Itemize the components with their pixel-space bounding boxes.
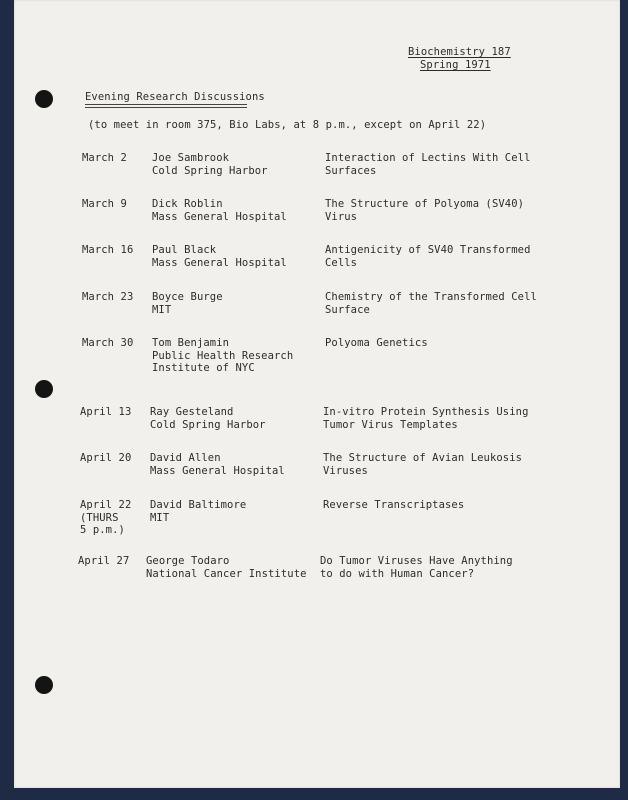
meeting-note: (to meet in room 375, Bio Labs, at 8 p.m., except on April 22) [88,119,487,131]
schedule-topic-line: Surfaces [325,164,377,177]
punch-hole-bottom [35,676,53,694]
schedule-date-line: 5 p.m.) [80,524,125,536]
schedule-topic-line: to do with Human Cancer? [320,567,475,580]
schedule-date-line: April 20 [80,452,132,464]
schedule-speaker-line: National Cancer Institute [146,567,307,580]
schedule-topic-line: Virus [325,210,358,223]
course-term: Spring 1971 [420,59,491,71]
schedule-date-line: April 22 [80,499,132,511]
schedule-topic-line: Chemistry of the Transformed Cell [325,291,537,303]
schedule-speaker-line: David Baltimore [150,499,247,511]
schedule-topic-line: Do Tumor Viruses Have Anything [320,555,513,567]
schedule-topic-line: Interaction of Lectins With Cell [325,152,531,164]
schedule-topic-line: The Structure of Avian Leukosis [323,452,523,464]
schedule-date-line: March 2 [82,152,127,164]
schedule-speaker-line: Cold Spring Harbor [152,164,268,177]
schedule-date-line: April 13 [80,406,132,418]
schedule-topic-line: In-vitro Protein Synthesis Using [323,406,529,418]
schedule-speaker-line: Mass General Hospital [152,210,287,223]
schedule-speaker-line: Joe Sambrook [152,152,230,164]
schedule-date-line: March 23 [82,291,134,303]
punch-hole-middle [35,380,53,398]
schedule-speaker-line: Mass General Hospital [152,256,287,269]
schedule-speaker-line: Boyce Burge [152,291,223,303]
schedule-topic-line: The Structure of Polyoma (SV40) [325,198,525,210]
schedule-date-line: March 30 [82,337,134,349]
schedule-speaker-line: David Allen [150,452,221,464]
schedule-speaker-line: MIT [150,511,170,524]
schedule-speaker-line: Mass General Hospital [150,464,285,477]
schedule-date-line: April 27 [78,555,130,567]
schedule-speaker-line: Public Health Research [152,349,294,362]
schedule-topic-line: Reverse Transcriptases [323,499,465,511]
punch-hole-top [35,90,53,108]
page-title: Evening Research Discussions [85,91,265,103]
schedule-date-line: (THURS [80,511,119,524]
schedule-speaker-line: Cold Spring Harbor [150,418,266,431]
schedule-speaker-line: MIT [152,303,172,316]
title-underline-1 [85,104,247,105]
schedule-speaker-line: Tom Benjamin [152,337,230,349]
schedule-topic-line: Polyoma Genetics [325,337,428,349]
schedule-topic-line: Surface [325,303,370,316]
document-page [14,0,620,788]
schedule-date-line: March 9 [82,198,127,210]
schedule-speaker-line: Dick Roblin [152,198,223,210]
schedule-topic-line: Antigenicity of SV40 Transformed [325,244,531,256]
schedule-date-line: March 16 [82,244,134,256]
schedule-topic-line: Tumor Virus Templates [323,418,458,431]
schedule-speaker-line: Ray Gesteland [150,406,234,418]
schedule-speaker-line: Institute of NYC [152,362,255,374]
course-name: Biochemistry 187 [408,46,511,58]
title-underline-2 [85,107,247,108]
schedule-topic-line: Viruses [323,464,368,477]
schedule-speaker-line: Paul Black [152,244,217,256]
schedule-speaker-line: George Todaro [146,555,230,567]
schedule-topic-line: Cells [325,256,358,269]
